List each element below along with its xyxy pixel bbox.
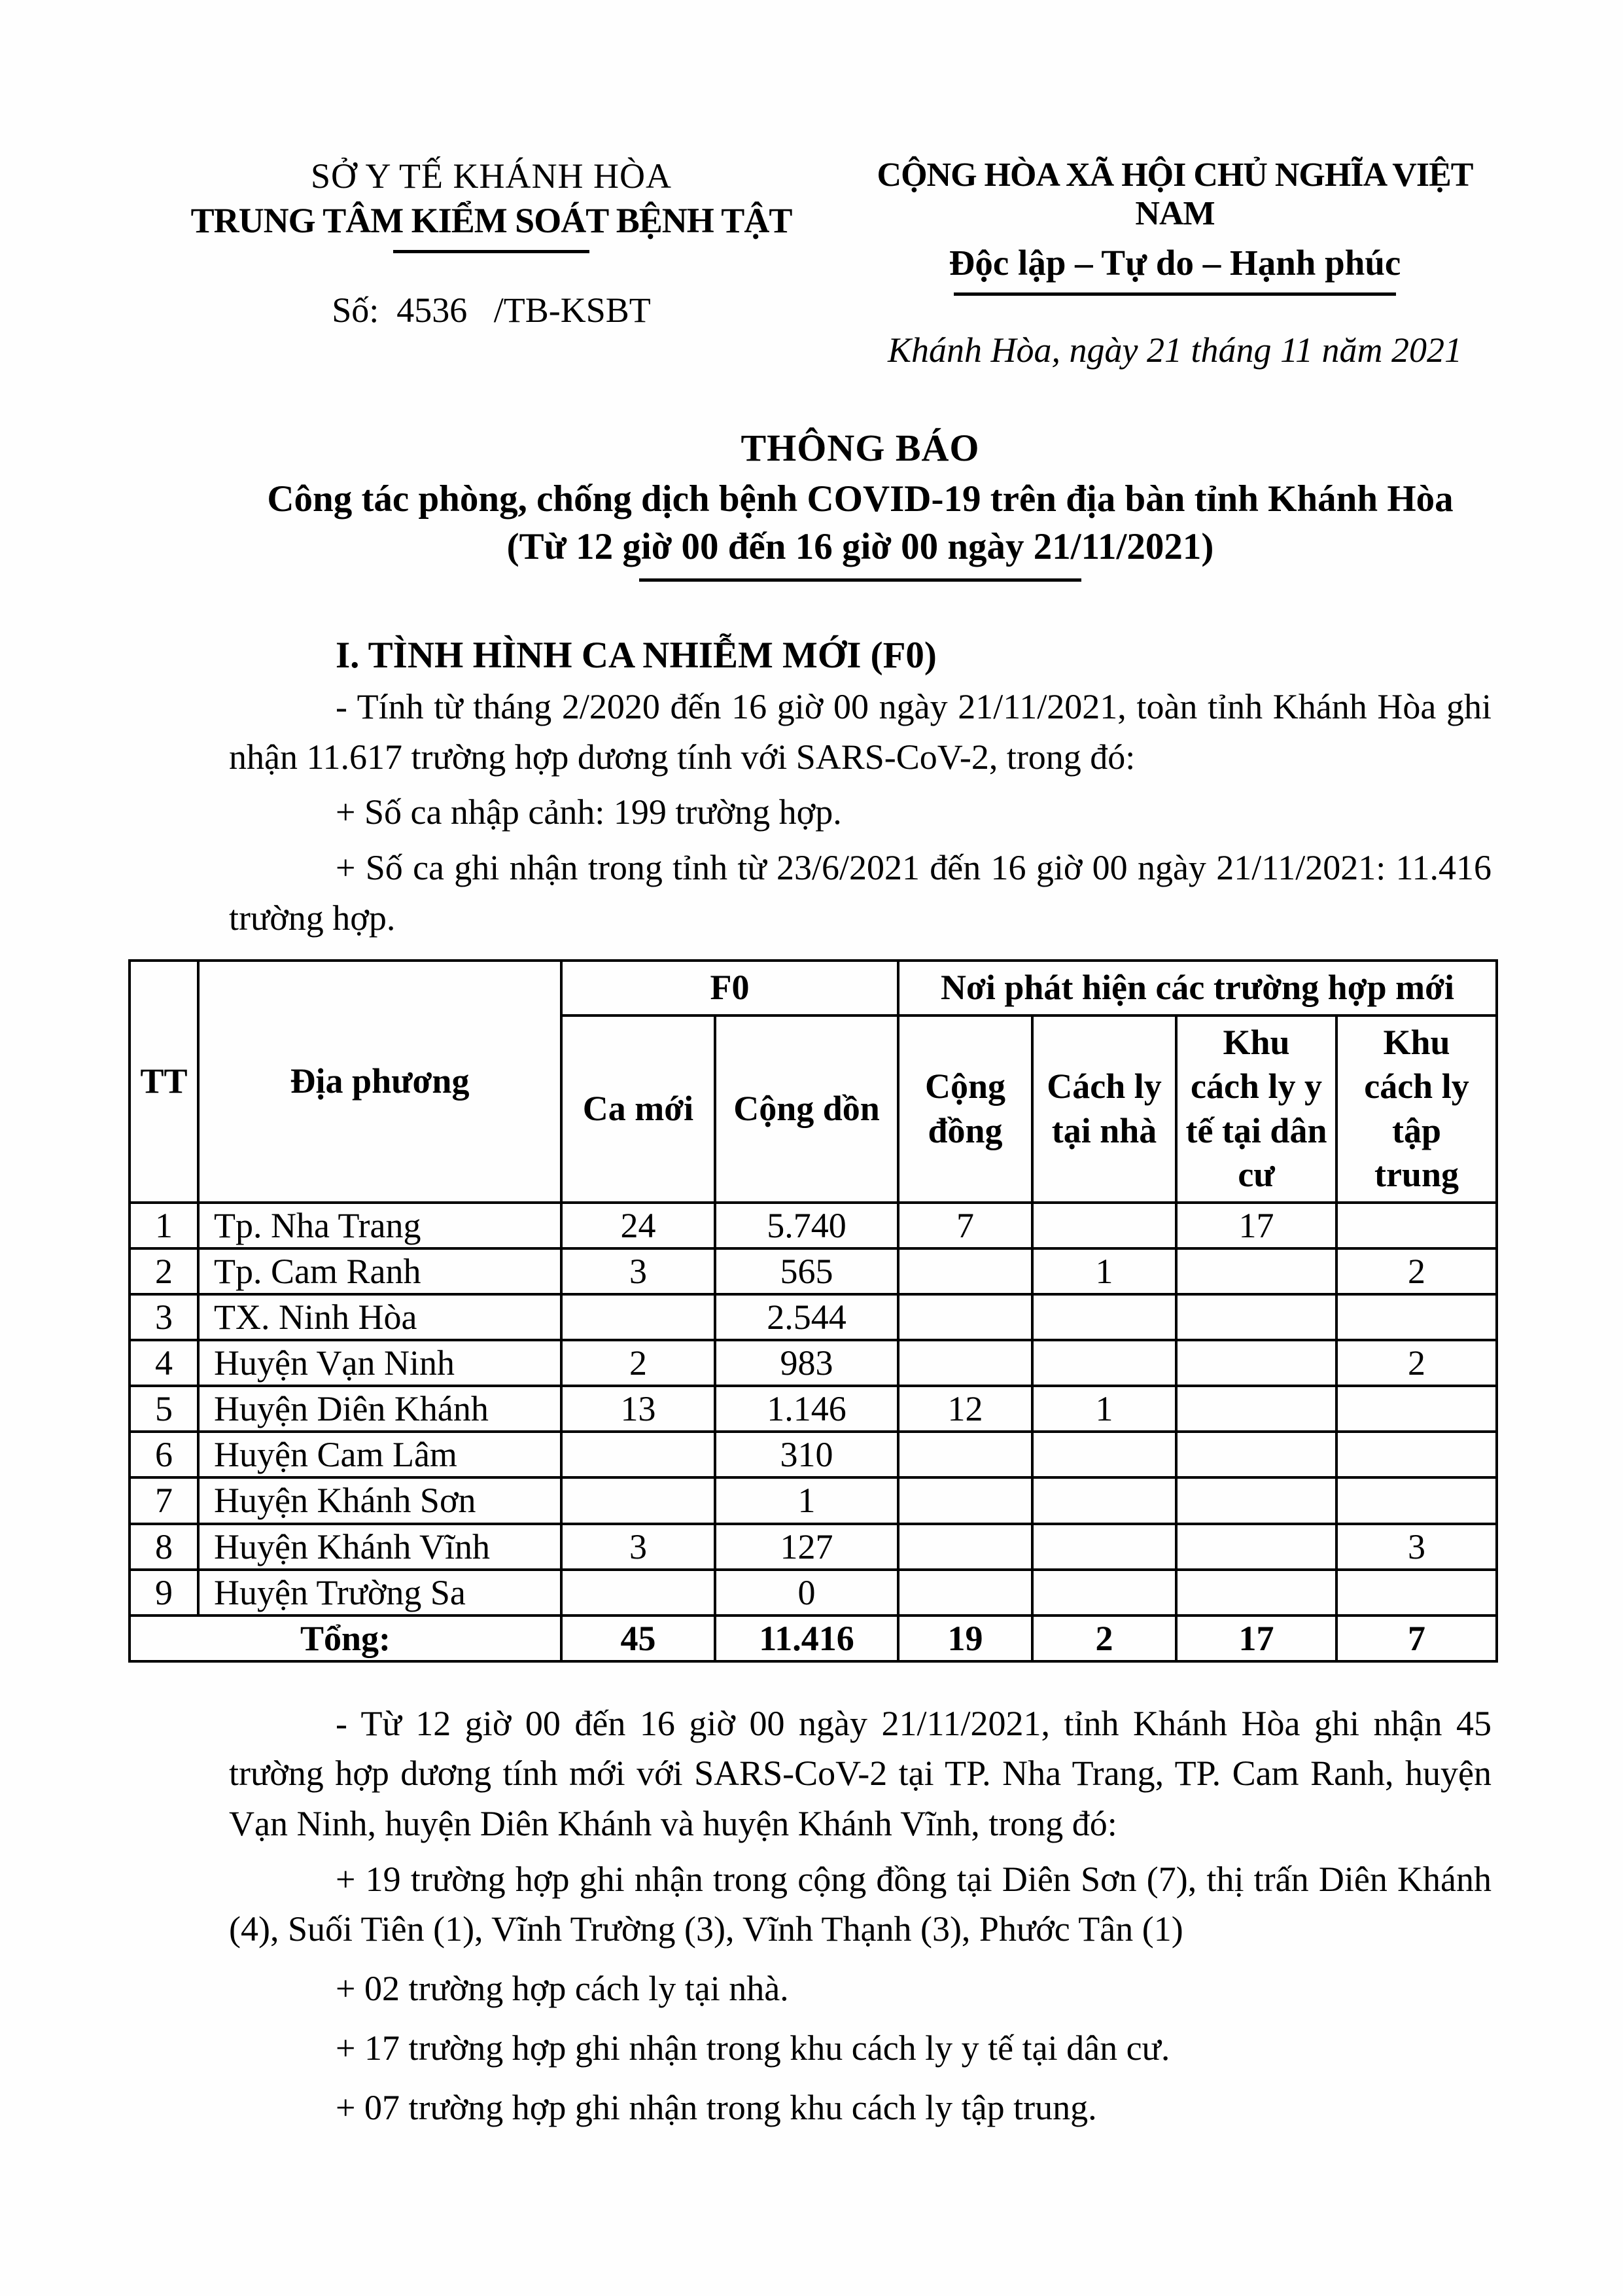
cell-dia-phuong: Tp. Nha Trang [198, 1203, 561, 1248]
cell-cong-dong: 7 [898, 1203, 1032, 1248]
cell-cach-ly-tai-nha [1032, 1524, 1176, 1570]
doc-number: Số: 4536 /TB-KSBT [332, 291, 651, 330]
cell-khu-cach-ly-tap-trung [1336, 1432, 1497, 1477]
para-cumulative-cases: - Tính từ tháng 2/2020 đến 16 giờ 00 ngày 21/11/2021, toàn tỉnh Khánh Hòa ghi nhận 11.617 trường hợp dương tính với SARS-CoV-2, trong đó: [229, 687, 1492, 777]
section-1-heading: I. TÌNH HÌNH CA NHIỄM MỚI (F0) [336, 635, 937, 676]
cell-cong-dong [898, 1248, 1032, 1294]
table-row [130, 1524, 1497, 1570]
cell-khu-cach-ly-y-te [1176, 1524, 1336, 1570]
para-home-quarantine-cases: + 02 trường hợp cách ly tại nhà. [336, 1969, 789, 2009]
cell-dia-phuong: Huyện Diên Khánh [198, 1386, 561, 1432]
cell-cong-dong [898, 1294, 1032, 1340]
cell-tt: 8 [130, 1524, 198, 1570]
cell-khu-cach-ly-tap-trung [1336, 1294, 1497, 1340]
total-ca-moi: 45 [561, 1616, 715, 1661]
covid-cases-table [128, 959, 1498, 1662]
motto-underline [954, 292, 1396, 296]
header-noi-phat-hien: Nơi phát hiện các trường hợp mới [898, 961, 1497, 1016]
document-header [128, 156, 1495, 370]
para-new-cases-summary: - Từ 12 giờ 00 đến 16 giờ 00 ngày 21/11/2021, tỉnh Khánh Hòa ghi nhận 45 trường hợp dương tính mới với SARS-CoV-2 tại TP. Nha Trang, TP. Cam Ranh, huyện Vạn Ninh, huyện Diên Khánh và huyện Khánh Vĩnh, trong đó: [229, 1703, 1492, 1844]
cell-dia-phuong: Huyện Trường Sa [198, 1570, 561, 1616]
cell-dia-phuong: TX. Ninh Hòa [198, 1294, 561, 1340]
cell-cong-don: 2.544 [715, 1294, 898, 1340]
cell-khu-cach-ly-tap-trung [1336, 1386, 1497, 1432]
table-header-row-1 [130, 961, 1497, 1016]
cell-tt: 9 [130, 1570, 198, 1616]
cell-tt: 6 [130, 1432, 198, 1477]
cell-khu-cach-ly-y-te [1176, 1432, 1336, 1477]
cell-cach-ly-tai-nha [1032, 1340, 1176, 1386]
table-row [130, 1294, 1497, 1340]
cell-ca-moi: 13 [561, 1386, 715, 1432]
para-concentrated-quarantine-cases: + 07 trường hợp ghi nhận trong khu cách ly tập trung. [336, 2087, 1097, 2127]
para-community-cases: + 19 trường hợp ghi nhận trong cộng đồng tại Diên Sơn (7), thị trấn Diên Khánh (4), Suối Tiên (1), Vĩnh Trường (3), Vĩnh Thạnh (3), Phước Tân (1) [229, 1859, 1492, 1949]
header-f0: F0 [561, 961, 898, 1016]
cell-ca-moi [561, 1570, 715, 1616]
cell-cong-don: 983 [715, 1340, 898, 1386]
cell-khu-cach-ly-tap-trung: 2 [1336, 1340, 1497, 1386]
cell-khu-cach-ly-y-te [1176, 1570, 1336, 1616]
table-row [130, 1570, 1497, 1616]
national-block [854, 156, 1495, 370]
cell-cong-don: 127 [715, 1524, 898, 1570]
cell-ca-moi [561, 1477, 715, 1523]
total-cach-ly-tai-nha: 2 [1032, 1616, 1176, 1661]
org-underline [393, 250, 589, 253]
cell-cong-don: 565 [715, 1248, 898, 1294]
cell-cach-ly-tai-nha [1032, 1477, 1176, 1523]
header-khu-cach-ly-y-te: Khu cách ly y tế tại dân cư [1176, 1016, 1336, 1203]
doc-subtitle: Công tác phòng, chống dịch bệnh COVID-19 trên địa bàn tỉnh Khánh Hòa [267, 478, 1454, 520]
cell-cong-dong [898, 1570, 1032, 1616]
para-imported-cases: + Số ca nhập cảnh: 199 trường hợp. [336, 792, 842, 832]
cell-dia-phuong: Tp. Cam Ranh [198, 1248, 561, 1294]
cell-cong-don: 5.740 [715, 1203, 898, 1248]
cell-dia-phuong: Huyện Khánh Vĩnh [198, 1524, 561, 1570]
table-total-row [130, 1616, 1497, 1661]
cell-cach-ly-tai-nha [1032, 1570, 1176, 1616]
cell-cach-ly-tai-nha: 1 [1032, 1386, 1176, 1432]
header-ca-moi: Ca mới [561, 1016, 715, 1203]
table-row [130, 1248, 1497, 1294]
org-parent-name: SỞ Y TẾ KHÁNH HÒA [311, 156, 672, 196]
cell-cong-dong: 12 [898, 1386, 1032, 1432]
cell-cong-dong [898, 1524, 1032, 1570]
cell-tt: 5 [130, 1386, 198, 1432]
table-row [130, 1203, 1497, 1248]
table-row [130, 1477, 1497, 1523]
para-local-cases: + Số ca ghi nhận trong tỉnh từ 23/6/2021 đến 16 giờ 00 ngày 21/11/2021: 11.416 trường hợp. [229, 848, 1492, 938]
title-underline [639, 578, 1081, 582]
cell-cong-dong [898, 1477, 1032, 1523]
cell-tt: 3 [130, 1294, 198, 1340]
cell-cach-ly-tai-nha [1032, 1203, 1176, 1248]
total-label: Tổng: [130, 1616, 561, 1661]
cell-khu-cach-ly-tap-trung: 2 [1336, 1248, 1497, 1294]
cell-ca-moi: 3 [561, 1524, 715, 1570]
header-cong-dong: Cộng đồng [898, 1016, 1032, 1203]
cell-cong-don: 1 [715, 1477, 898, 1523]
cell-dia-phuong: Huyện Khánh Sơn [198, 1477, 561, 1523]
org-name: TRUNG TÂM KIỂM SOÁT BỆNH TẬT [190, 201, 792, 240]
cell-ca-moi: 24 [561, 1203, 715, 1248]
header-cong-don: Cộng dồn [715, 1016, 898, 1203]
header-khu-cach-ly-tap-trung: Khu cách ly tập trung [1336, 1016, 1497, 1203]
title-block [229, 426, 1492, 582]
total-khu-cach-ly-tap-trung: 7 [1336, 1616, 1497, 1661]
cell-cach-ly-tai-nha [1032, 1432, 1176, 1477]
cell-tt: 4 [130, 1340, 198, 1386]
cell-ca-moi: 2 [561, 1340, 715, 1386]
cell-cong-don: 0 [715, 1570, 898, 1616]
cell-tt: 2 [130, 1248, 198, 1294]
doc-title: THÔNG BÁO [741, 427, 980, 469]
cell-khu-cach-ly-y-te: 17 [1176, 1203, 1336, 1248]
cell-khu-cach-ly-y-te [1176, 1340, 1336, 1386]
nation-motto: Độc lập – Tự do – Hạnh phúc [949, 243, 1401, 283]
cell-khu-cach-ly-y-te [1176, 1294, 1336, 1340]
para-medical-area-cases: + 17 trường hợp ghi nhận trong khu cách ly y tế tại dân cư. [336, 2028, 1170, 2068]
header-tt: TT [130, 961, 198, 1203]
nation-title: CỘNG HÒA XÃ HỘI CHỦ NGHĨA VIỆT NAM [877, 156, 1473, 232]
cell-dia-phuong: Huyện Cam Lâm [198, 1432, 561, 1477]
cell-cach-ly-tai-nha: 1 [1032, 1248, 1176, 1294]
cell-khu-cach-ly-y-te [1176, 1248, 1336, 1294]
cell-dia-phuong: Huyện Vạn Ninh [198, 1340, 561, 1386]
cell-khu-cach-ly-tap-trung [1336, 1570, 1497, 1616]
cell-cach-ly-tai-nha [1032, 1294, 1176, 1340]
cell-ca-moi: 3 [561, 1248, 715, 1294]
doc-time-range: (Từ 12 giờ 00 đến 16 giờ 00 ngày 21/11/2021) [506, 526, 1214, 567]
cell-ca-moi [561, 1294, 715, 1340]
total-khu-cach-ly-y-te: 17 [1176, 1616, 1336, 1661]
cell-cong-dong [898, 1432, 1032, 1477]
table-row [130, 1386, 1497, 1432]
cell-cong-don: 310 [715, 1432, 898, 1477]
cell-ca-moi [561, 1432, 715, 1477]
cell-cong-don: 1.146 [715, 1386, 898, 1432]
cell-tt: 7 [130, 1477, 198, 1523]
header-dia-phuong: Địa phương [198, 961, 561, 1203]
cell-cong-dong [898, 1340, 1032, 1386]
cell-khu-cach-ly-tap-trung: 3 [1336, 1524, 1497, 1570]
table-row [130, 1340, 1497, 1386]
total-cong-dong: 19 [898, 1616, 1032, 1661]
cell-khu-cach-ly-tap-trung [1336, 1203, 1497, 1248]
header-cach-ly-tai-nha: Cách ly tại nhà [1032, 1016, 1176, 1203]
total-cong-don: 11.416 [715, 1616, 898, 1661]
cell-khu-cach-ly-tap-trung [1336, 1477, 1497, 1523]
cell-khu-cach-ly-y-te [1176, 1386, 1336, 1432]
table-row [130, 1432, 1497, 1477]
cell-tt: 1 [130, 1203, 198, 1248]
place-date-line: Khánh Hòa, ngày 21 tháng 11 năm 2021 [888, 330, 1462, 370]
cell-khu-cach-ly-y-te [1176, 1477, 1336, 1523]
org-block [128, 156, 854, 370]
